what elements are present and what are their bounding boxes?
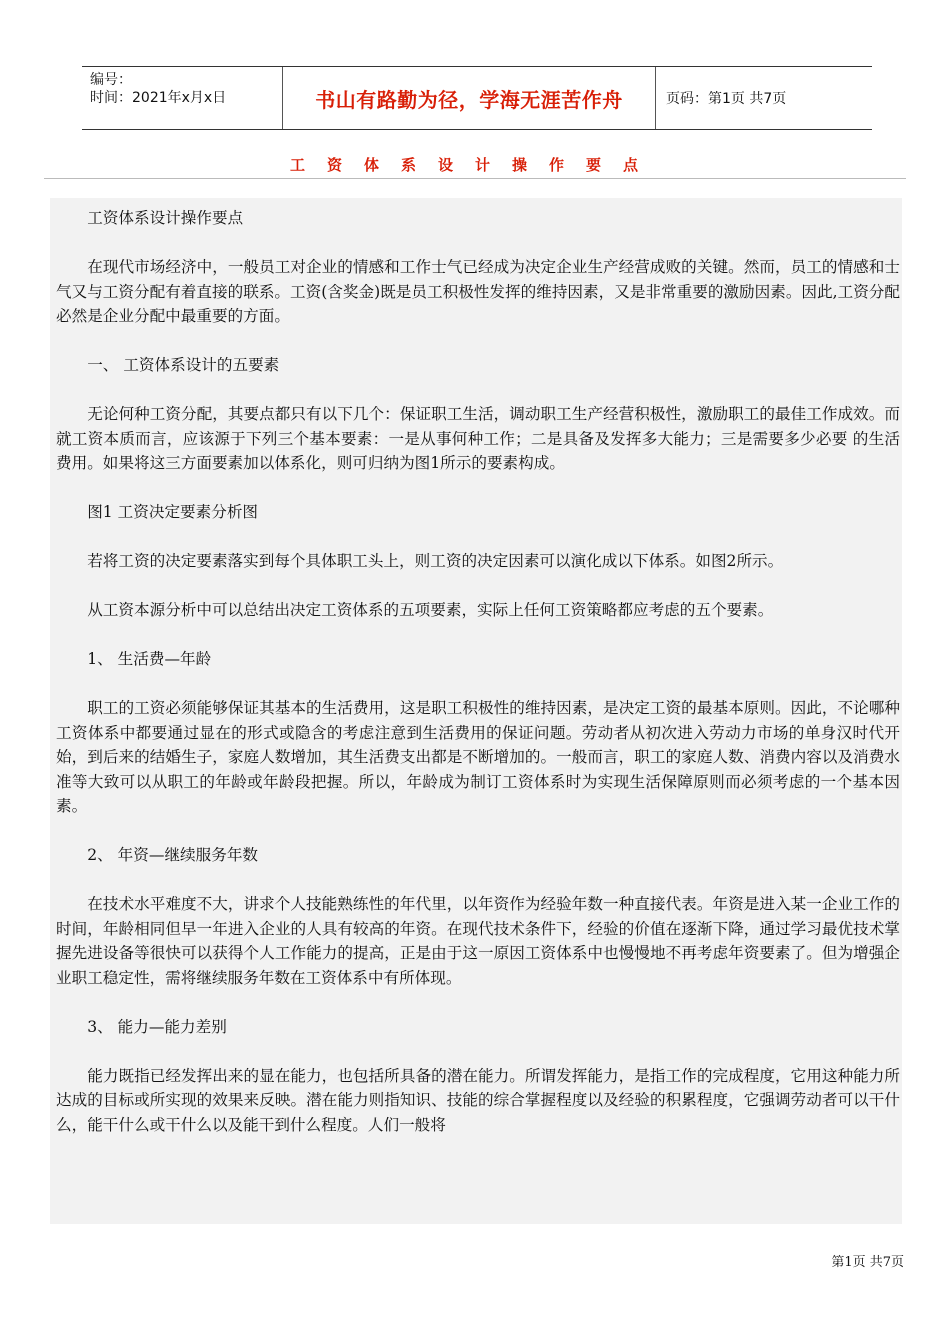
document-title: 工资体系设计操作要点 xyxy=(289,156,660,174)
section-heading: 一、 工资体系设计的五要素 xyxy=(87,356,280,374)
header-page-label: 页码：第1页 共7页 xyxy=(666,91,787,107)
body-paragraph: 若将工资的决定要素落实到每个具体职工头上，则工资的决定因素可以演化成以下体系。如图2所示。 xyxy=(87,552,784,570)
document-body xyxy=(50,198,902,1224)
body-paragraph: 职工的工资必须能够保证其基本的生活费用，这是职工积极性的维持因素，是决定工资的最基本原则。因此，不论哪种工资体系中都要通过显在的形式或隐含的考虑注意到生活费用的保证问题。劳动者从初次进入劳动力市场的单身汉时代开始，到后来的结婚生子，家庭人数增加，其生活费支出都是不断增加的。一般而言，职工的家庭人数、消费内容以及消费水准等大致可以从职工的年龄或年龄段把握。所以，年龄成为制订工资体系时为实现生活保障原则而必须考虑的一个基本因素。 xyxy=(56,699,900,815)
figure-caption: 图1 工资决定要素分析图 xyxy=(87,503,259,521)
body-paragraph: 无论何种工资分配，其要点都只有以下几个：保证职工生活，调动职工生产经营积极性，激励职工的最佳工作成效。而就工资本质而言，应该源于下列三个基本要素：一是从事何种工作；二是具备及发挥多大能力；三是需要多少必要 的生活费用。如果将这三方面要素加以体系化，则可归纳为图1所示的要素构成。 xyxy=(56,405,900,472)
body-paragraph: 从工资本源分析中可以总结出决定工资体系的五项要素，实际上任何工资策略都应考虑的五个要素。 xyxy=(87,601,774,619)
header-meta xyxy=(82,67,282,129)
body-paragraph: 在技术水平难度不大，讲求个人技能熟练性的年代里，以年资作为经验年数一种直接代表。年资是进入某一企业工作的时间，年龄相同但早一年进入企业的人具有较高的年资。在现代技术条件下，经验的价值在逐渐下降，通过学习最优技术掌握先进设备等很快可以获得个人工作能力的提高，正是由于这一原因工资体系中也慢慢地不再考虑年资要素了。但为增强企业职工稳定性，需将继续服务年数在工资体系中有所体现。 xyxy=(56,895,900,987)
time-label: 时间：2021年x月x日 xyxy=(90,90,227,106)
subsection-heading: 3、 能力—能力差别 xyxy=(87,1017,227,1036)
body-paragraph: 在现代市场经济中，一般员工对企业的情感和工作士气已经成为决定企业生产经营成败的关键。然而，员工的情感和士气又与工资分配有着直接的联系。工资(含奖金)既是员工积极性发挥的维持因素，又是非常重要的激励因素。因此,工资分配必然是企业分配中最重要的方面。 xyxy=(56,258,900,325)
subsection-heading: 2、 年资—继续服务年数 xyxy=(87,846,259,864)
subsection-heading: 1、 生活费—年龄 xyxy=(87,650,212,668)
page-header xyxy=(82,66,872,130)
title-divider xyxy=(44,178,906,179)
page-footer: 第1页 共7页 xyxy=(831,1255,904,1270)
body-paragraph: 能力既指已经发挥出来的显在能力，也包括所具备的潜在能力。所谓发挥能力，是指工作的完成程度，它用这种能力所达成的目标或所实现的效果来反映。潜在能力则指知识、技能的综合掌握程度以及经验的积累程度，它强调劳动者可以干什么，能干什么或干什么以及能干到什么程度。人们一般将 xyxy=(56,1066,900,1134)
header-motto: 书山有路勤为径，学海无涯苦作舟 xyxy=(282,67,656,129)
number-label: 编号： xyxy=(90,72,132,88)
body-heading: 工资体系设计操作要点 xyxy=(87,209,244,227)
